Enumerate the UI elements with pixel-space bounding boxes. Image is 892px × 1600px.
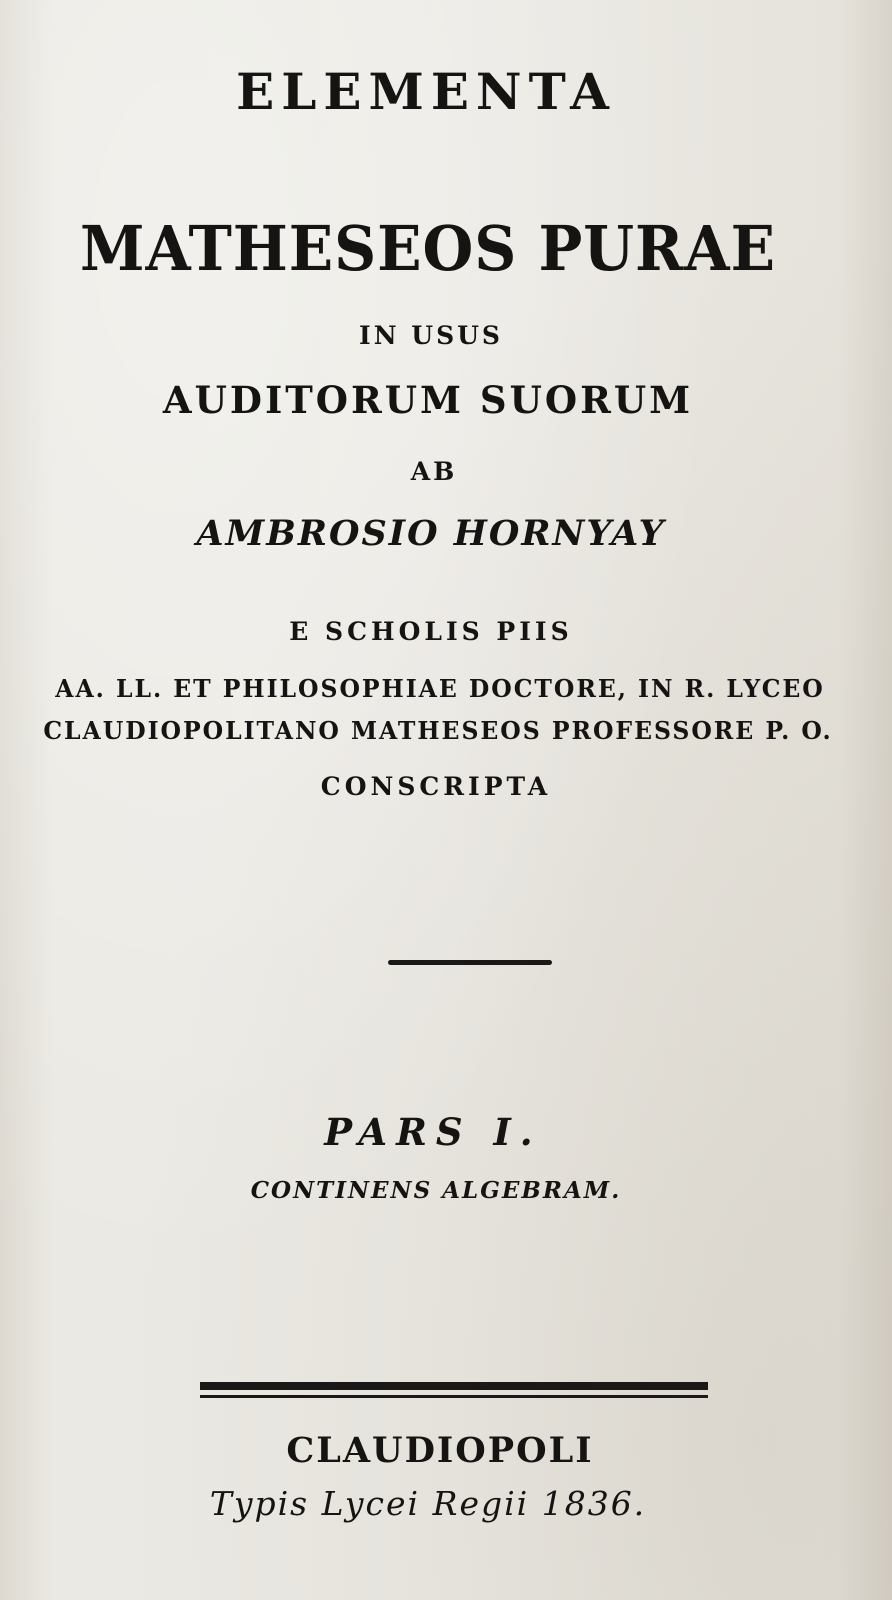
affiliation-line-3: CLAUDIOPOLITANO MATHESEOS PROFESSORE P. O. — [43, 716, 833, 745]
affiliation-line-2: AA. LL. ET PHILOSOPHIAE DOCTORE, IN R. LYCEO — [55, 674, 825, 703]
publication-place: CLAUDIOPOLI — [286, 1430, 594, 1471]
affiliation-line-4: CONSCRIPTA — [320, 772, 552, 801]
imprint-divider-thin-rule — [200, 1395, 708, 1398]
author-name: AMBROSIO HORNYAY — [196, 513, 666, 554]
subtitle-line-3: AB — [410, 457, 458, 486]
imprint-divider — [200, 1382, 708, 1402]
part-contents: CONTINENS ALGEBRAM. — [250, 1177, 622, 1204]
section-divider — [388, 960, 552, 965]
part-heading: PARS I. — [324, 1110, 542, 1154]
affiliation-line-1: E SCHOLIS PIIS — [289, 617, 573, 646]
subtitle-line-1: IN USUS — [359, 321, 503, 350]
imprint-line: Typis Lycei Regii 1836. — [209, 1484, 647, 1523]
imprint-divider-thick-rule — [200, 1382, 708, 1390]
title-line-1: ELEMENTA — [236, 62, 616, 121]
title-line-2: MATHESEOS PURAE — [80, 212, 776, 285]
subtitle-line-2: AUDITORUM SUORUM — [162, 378, 694, 422]
